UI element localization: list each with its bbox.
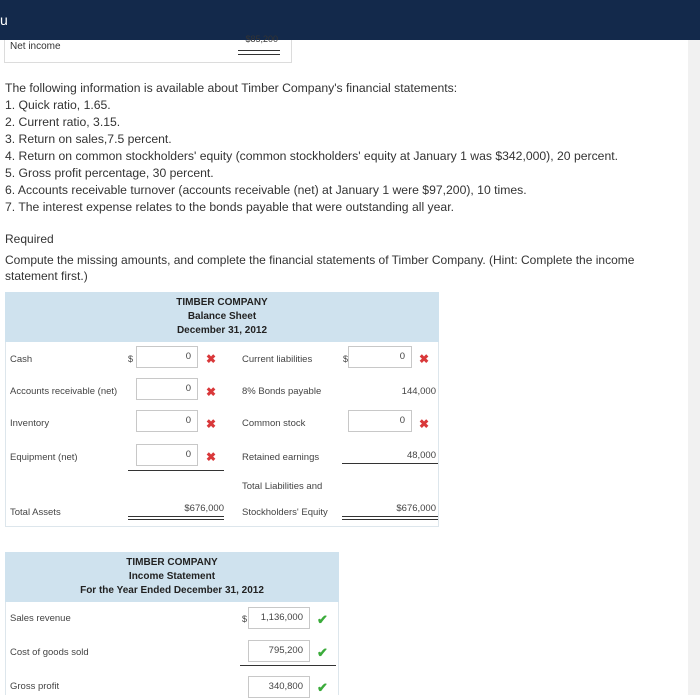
subtotal-underline (128, 470, 224, 471)
bonds-payable-value: 144,000 (401, 386, 436, 397)
intro-item: 7. The interest expense relates to the bonds payable that were outstanding all year. (5, 200, 454, 214)
total-liabilities-equity-value: $676,000 (396, 503, 436, 514)
balance-sheet-body (5, 342, 439, 527)
net-income-double-underline-2 (238, 54, 280, 55)
cogs-input[interactable]: 795,200 (248, 640, 310, 662)
income-statement-header (5, 552, 339, 602)
current-liabilities-currency: $ (343, 354, 349, 364)
total-liabilities-label-line1: Total Liabilities and (242, 481, 323, 492)
accounts-receivable-input[interactable]: 0 (136, 378, 198, 400)
common-stock-input[interactable]: 0 (348, 410, 412, 432)
net-income-label: Net income (10, 41, 61, 52)
incorrect-icon: ✖ (206, 417, 217, 431)
total-assets-value: $676,000 (184, 503, 224, 514)
is-period: For the Year Ended December 31, 2012 (80, 585, 264, 596)
total-double-underline (128, 516, 224, 517)
bs-title: Balance Sheet (187, 311, 257, 322)
sales-revenue-label: Sales revenue (10, 613, 71, 624)
intro-item: 1. Quick ratio, 1.65. (5, 98, 111, 112)
cash-label: Cash (10, 354, 33, 365)
incorrect-icon: ✖ (206, 450, 217, 464)
scrollbar-track[interactable] (688, 40, 700, 695)
inventory-label: Inventory (10, 418, 50, 429)
total-double-underline (342, 516, 438, 517)
total-liabilities-label-line2: Stockholders' Equity (242, 507, 328, 518)
net-income-value: $85,200 (245, 34, 278, 44)
cogs-label: Cost of goods sold (10, 647, 89, 658)
required-heading: Required (5, 232, 54, 246)
problem-statement (5, 80, 685, 216)
cash-currency: $ (128, 354, 134, 364)
gross-profit-label: Gross profit (10, 681, 60, 692)
intro-lead: The following information is available about Timber Company's financial statements: (5, 81, 458, 95)
is-title: Income Statement (128, 571, 216, 582)
incorrect-icon: ✖ (419, 352, 430, 366)
bonds-payable-label: 8% Bonds payable (242, 386, 322, 397)
top-navigation-bar (0, 0, 700, 40)
subtotal-underline (240, 665, 336, 666)
total-assets-label: Total Assets (10, 507, 61, 518)
sales-revenue-input[interactable]: 1,136,000 (248, 607, 310, 629)
accounts-receivable-label: Accounts receivable (net) (10, 386, 118, 397)
intro-item: 4. Return on common stockholders' equity (common stockholders' equity at January 1 was $342,000), 20 percent. (5, 149, 618, 163)
intro-item: 3. Return on sales,7.5 percent. (5, 132, 172, 146)
sales-currency: $ (242, 614, 248, 624)
correct-check-icon: ✔ (317, 612, 328, 627)
inventory-input[interactable]: 0 (136, 410, 198, 432)
bs-company: TIMBER COMPANY (176, 297, 268, 308)
equipment-label: Equipment (net) (10, 452, 78, 463)
retained-earnings-label: Retained earnings (242, 452, 320, 463)
net-income-double-underline (238, 50, 280, 51)
cash-input[interactable]: 0 (136, 346, 198, 368)
balance-sheet-header (5, 292, 439, 342)
incorrect-icon: ✖ (206, 352, 217, 366)
total-double-underline-2 (342, 519, 438, 520)
current-liabilities-label: Current liabilities (242, 354, 313, 365)
intro-item: 2. Current ratio, 3.15. (5, 115, 121, 129)
subtotal-underline (342, 463, 438, 464)
intro-item: 5. Gross profit percentage, 30 percent. (5, 166, 214, 180)
correct-check-icon: ✔ (317, 645, 328, 660)
equipment-input[interactable]: 0 (136, 444, 198, 466)
bs-date: December 31, 2012 (176, 325, 268, 336)
is-company: TIMBER COMPANY (126, 557, 218, 568)
common-stock-label: Common stock (242, 418, 306, 429)
required-text: Compute the missing amounts, and complete the financial statements of Timber Company. (Hint: Complete the income statement first.) (5, 253, 635, 283)
total-double-underline-2 (128, 519, 224, 520)
intro-item: 6. Accounts receivable turnover (accounts receivable (net) at January 1 were $97,200), 10 times. (5, 183, 527, 197)
incorrect-icon: ✖ (419, 417, 430, 431)
incorrect-icon: ✖ (206, 385, 217, 399)
current-liabilities-input[interactable]: 0 (348, 346, 412, 368)
gross-profit-input[interactable]: 340,800 (248, 676, 310, 698)
correct-check-icon: ✔ (317, 680, 328, 695)
menu-glyph[interactable]: u (0, 12, 8, 28)
retained-earnings-value: 48,000 (406, 450, 436, 461)
